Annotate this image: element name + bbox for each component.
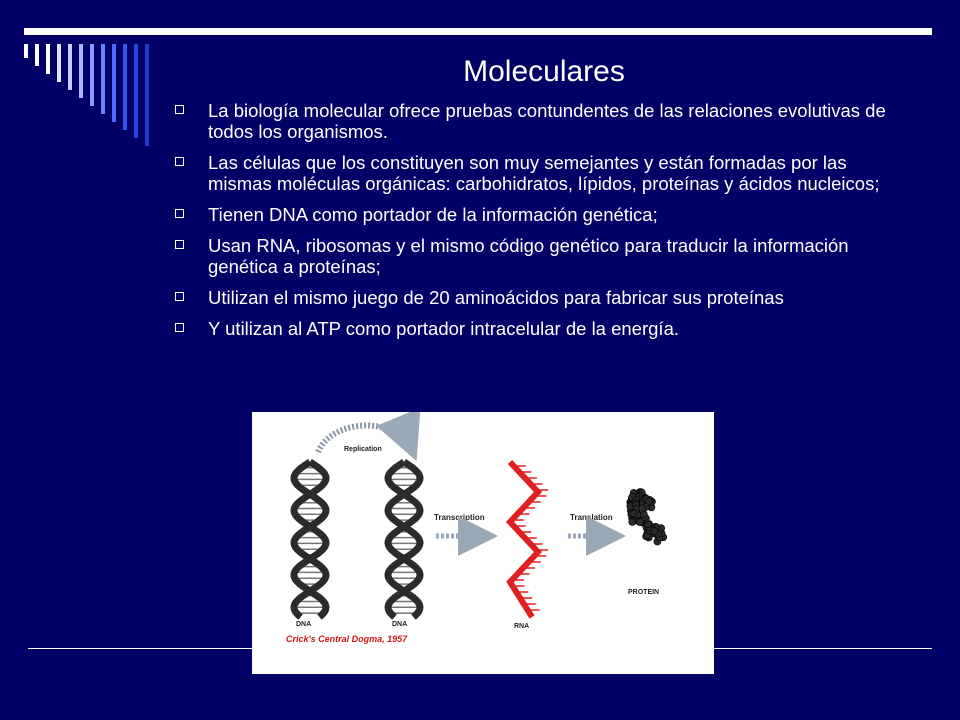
bullet-item (170, 152, 890, 194)
amino-acid-bead (639, 505, 646, 512)
transcription-label: Transcription (434, 513, 485, 522)
protein-chain (627, 489, 667, 546)
bullet-item (170, 318, 890, 339)
square-bullet-icon (175, 240, 184, 249)
bullet-text: Tienen DNA como portador de la información genética; (208, 204, 658, 225)
bullet-item (170, 204, 890, 225)
central-dogma-diagram (252, 412, 714, 674)
bullet-text: Las células que los constituyen son muy semejantes y están formadas por las mismas moléculas orgánicas: carbohidratos, lípidos, proteínas y ácidos nucleicos; (208, 152, 880, 194)
central-dogma-figure (252, 412, 714, 674)
rna-strand (510, 462, 548, 617)
bullet-text: Usan RNA, ribosomas y el mismo código genético para traducir la información genética a proteínas; (208, 235, 849, 277)
dna-helix-1 (294, 462, 326, 617)
dna-helix-2 (388, 462, 420, 617)
square-bullet-icon (175, 157, 184, 166)
bullet-item (170, 100, 890, 142)
square-bullet-icon (175, 105, 184, 114)
bullet-item (170, 235, 890, 277)
square-bullet-icon (175, 292, 184, 301)
figure-caption: Crick's Central Dogma, 1957 (286, 634, 408, 644)
bullet-text: Y utilizan al ATP como portador intracelular de la energía. (208, 318, 679, 339)
bullet-text: Utilizan el mismo juego de 20 aminoácidos para fabricar sus proteínas (208, 287, 784, 308)
replication-label: Replication (344, 446, 382, 453)
square-bullet-icon (175, 209, 184, 218)
bullet-text: La biología molecular ofrece pruebas contundentes de las relaciones evolutivas de todos los organismos. (208, 100, 886, 142)
slide-title: Moleculares (463, 55, 625, 88)
protein-label: PROTEIN (628, 589, 660, 596)
dna-label-2: DNA (392, 621, 408, 628)
square-bullet-icon (175, 323, 184, 332)
rna-label: RNA (514, 623, 530, 630)
translation-label: Translation (570, 513, 613, 522)
top-rule (24, 28, 932, 35)
bullet-list (170, 100, 890, 349)
bullet-item (170, 287, 890, 308)
dna-label-1: DNA (296, 621, 312, 628)
